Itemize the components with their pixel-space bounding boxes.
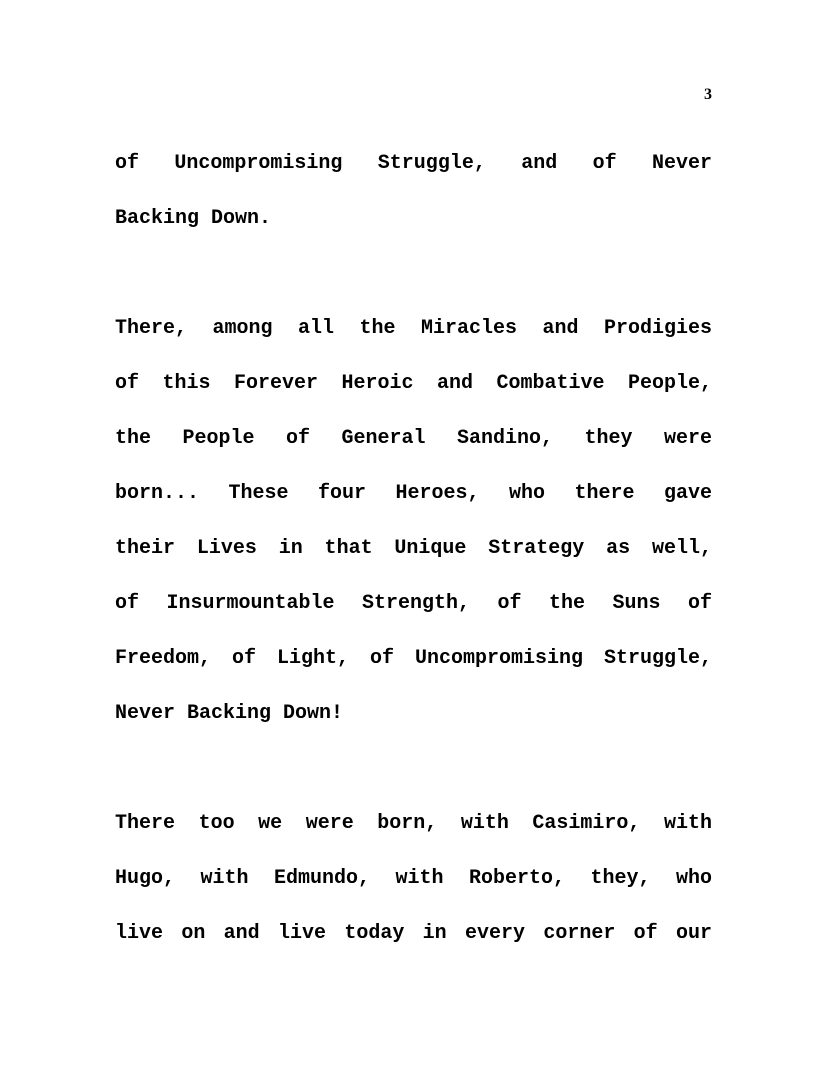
text-line: the People of General Sandino, they were — [115, 427, 712, 450]
page-number: 3 — [704, 86, 712, 103]
text-line: live on and live today in every corner of our — [115, 922, 712, 945]
text-line: There too we were born, with Casimiro, with — [115, 812, 712, 835]
text-line: There, among all the Miracles and Prodigies — [115, 317, 712, 340]
text-line: Never Backing Down! — [115, 702, 344, 725]
text-line: Backing Down. — [115, 207, 272, 230]
text-line: of Insurmountable Strength, of the Suns of — [115, 592, 712, 615]
text-line: Hugo, with Edmundo, with Roberto, they, who — [115, 867, 712, 890]
text-line: Freedom, of Light, of Uncompromising Struggle, — [115, 647, 712, 670]
text-line: their Lives in that Unique Strategy as well, — [115, 537, 712, 560]
text-line: of Uncompromising Struggle, and of Never — [115, 152, 712, 175]
text-line: born... These four Heroes, who there gave — [115, 482, 712, 505]
text-line: of this Forever Heroic and Combative People, — [115, 372, 712, 395]
